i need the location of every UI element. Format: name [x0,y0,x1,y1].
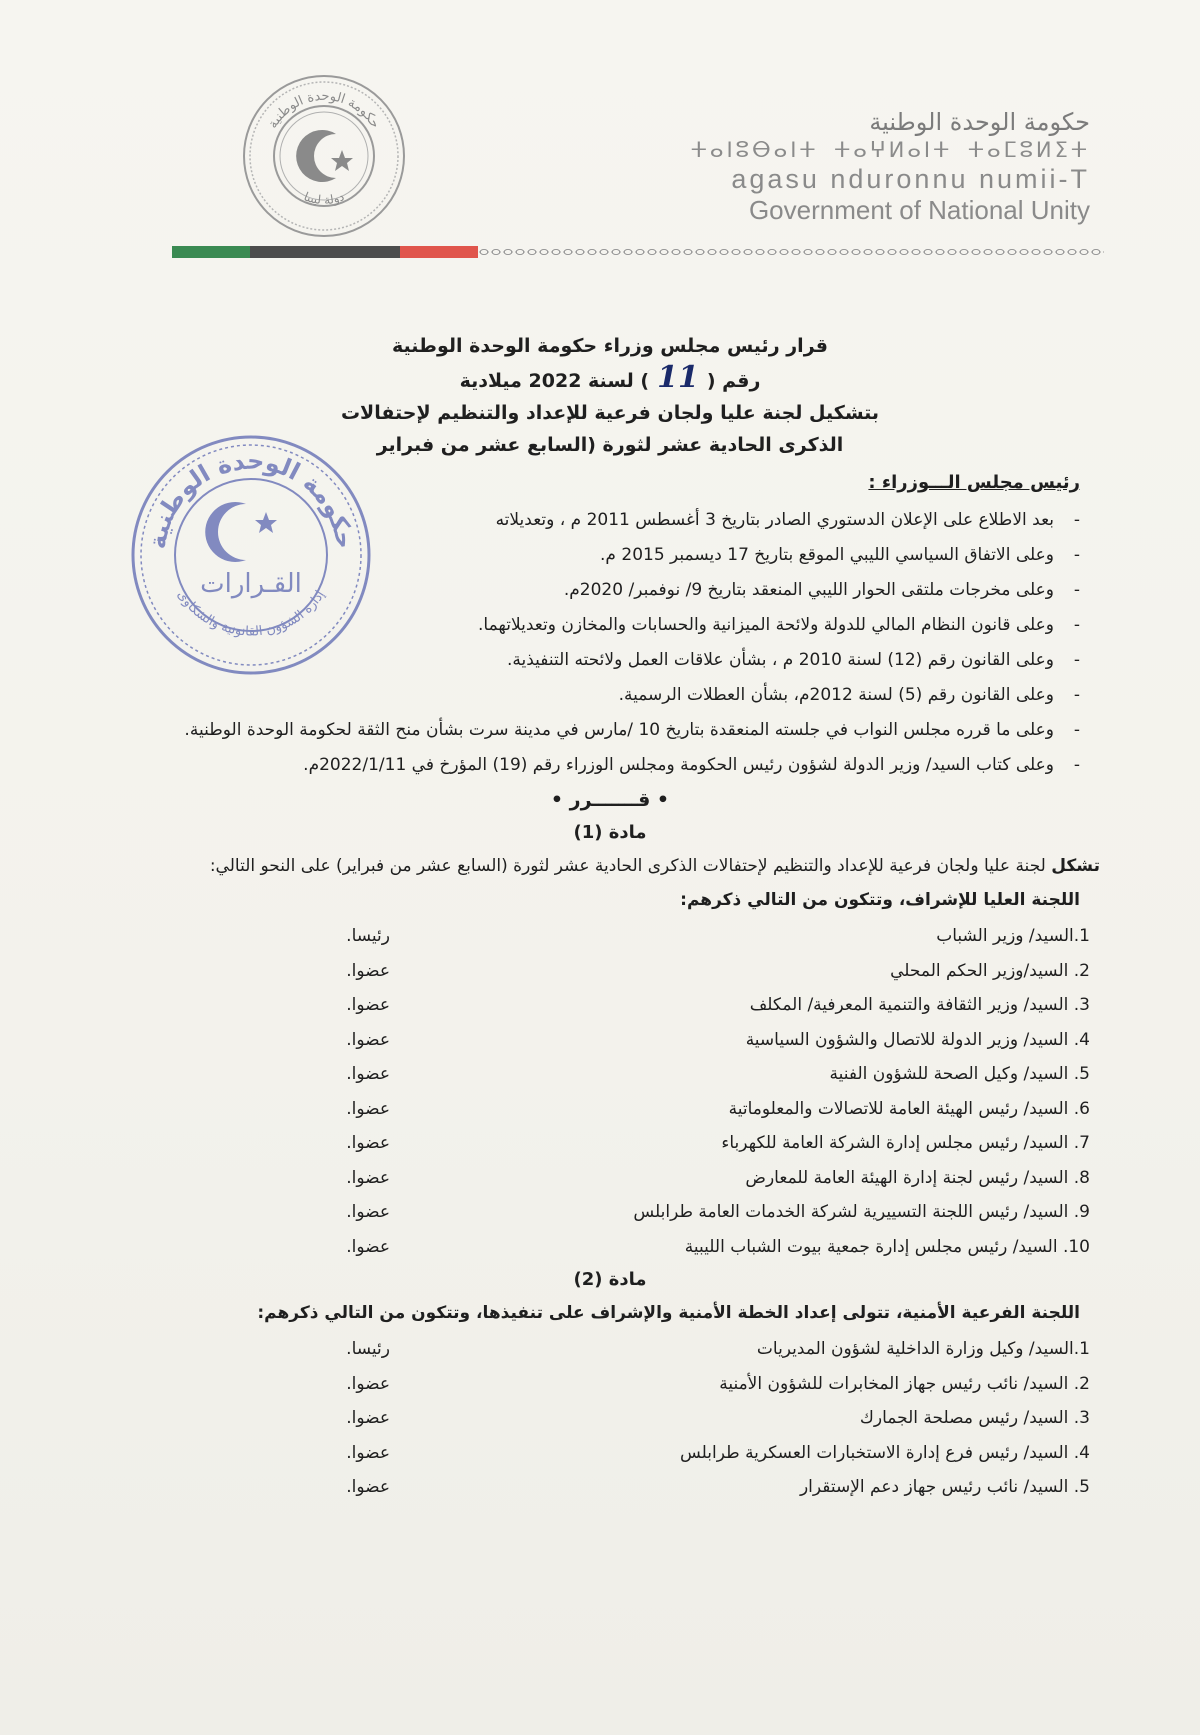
member-role: عضوا. [346,1029,390,1050]
svg-text:دولة ليبيا [302,189,346,207]
member-role: عضوا. [346,1236,390,1257]
member-name: 8. السيد/ رئيس لجنة إدارة الهيئة العامة للمعارض [745,1167,1090,1188]
government-name-arabic: حكومة الوحدة الوطنية [869,108,1090,136]
committee-member-row [110,1126,1110,1161]
committee-member-row [110,1057,1110,1092]
security-committee-heading: اللجنة الفرعية الأمنية، تتولى إعداد الخطة الأمنية والإشراف على تنفيذها، وتتكون من التالي ذكرهم: [257,1303,1080,1323]
committee-member-row [110,919,1110,954]
committee-member-row [110,1161,1110,1196]
committee-member-row [110,954,1110,989]
member-name: 7. السيد/ رئيس مجلس إدارة الشركة العامة للكهرباء [721,1133,1090,1153]
stamp-lower-text: إدارة الشؤون القانونية والشكاوى [173,587,329,640]
member-role: عضوا. [346,960,390,981]
member-name: 3. السيد/ وزير الثقافة والتنمية المعرفية/ المكلف [749,995,1090,1015]
government-name-block [620,108,1090,226]
member-role: عضوا. [346,1167,390,1188]
government-name-amazigh-latin: agasu nduronnu numii-T [731,164,1090,194]
committee-member-row [110,1367,1110,1402]
member-name: 2. السيد/وزير الحكم المحلي [890,960,1090,981]
member-role: عضوا. [346,1064,390,1084]
recital-item: - بعد الاطلاع على الإعلان الدستوري الصادر بتاريخ 3 أغسطس 2011 م ، وتعديلاته [110,503,1080,538]
recitals-list [110,503,1110,783]
member-role: رئيسا. [346,926,390,946]
committee-member-row [110,1332,1110,1367]
member-name: 5. السيد/ نائب رئيس جهاز دعم الإستقرار [799,1477,1090,1497]
decision-number-line [110,362,1110,397]
recital-item: - وعلى قانون النظام المالي للدولة ولائحة الميزانية والحسابات والمخازن وتعديلاتهما. [110,608,1080,643]
member-name: 1.السيد/ وكيل وزارة الداخلية لشؤون المديريات [756,1339,1090,1359]
article-1-title: مادة (1) [573,822,647,843]
recital-item: - وعلى كتاب السيد/ وزير الدولة لشؤون رئيس الحكومة ومجلس الوزراء رقم (19) المؤرخ في 2022/1/11م. [110,748,1080,783]
committee-member-row [110,988,1110,1023]
decision-document [110,330,1110,1505]
decision-number-handwritten: 11 [657,360,699,395]
decision-title-line: قرار رئيس مجلس وزراء حكومة الوحدة الوطنية [392,335,828,357]
member-role: عضوا. [346,1202,390,1222]
recital-item: - وعلى مخرجات ملتقى الحوار الليبي المنعقد بتاريخ 9/ نوفمبر/ 2020م. [110,573,1080,608]
member-name: 5. السيد/ وكيل الصحة للشؤون الفنية [829,1064,1090,1084]
stamp-center-text: القـرارات [200,569,302,599]
government-name-tifinagh: ⵜⴰⵏⵓⴱⴰⵏⵜ ⵜⴰⵖⵍⴰⵏⵜ ⵜⴰⵎⵓⵍⵉⵜ [690,138,1090,162]
member-name: 10. السيد/ رئيس مجلس إدارة جمعية بيوت الشباب الليبية [684,1236,1090,1257]
committee-member-row [110,1230,1110,1265]
member-name: 3. السيد/ رئيس مصلحة الجمارك [859,1408,1090,1428]
article-1-lead: تشكل [1051,856,1100,876]
stamp-ring-text: حكومة الوحدة الوطنية [143,446,359,551]
committee-member-row [110,1436,1110,1471]
addressee-heading: رئيس مجلس الـــوزراء : [868,472,1080,493]
committee-member-row [110,1092,1110,1127]
security-committee-members [110,1332,1110,1505]
article-2-title: مادة (2) [573,1269,647,1290]
member-name: 9. السيد/ رئيس اللجنة التسييرية لشركة الخدمات العامة طرابلس [633,1202,1090,1222]
divider-green-segment [172,246,250,258]
header-divider-bar [172,246,1104,258]
government-name-english: Government of National Unity [748,195,1090,225]
recital-item: - وعلى القانون رقم (5) لسنة 2012م، بشأن العطلات الرسمية. [110,678,1080,713]
decision-number-suffix: ) لسنة 2022 ميلادية [459,370,650,392]
member-role: عضوا. [346,1133,390,1153]
member-name: 4. السيد/ وزير الدولة للاتصال والشؤون السياسية [745,1029,1090,1050]
member-role: عضوا. [346,1442,390,1463]
decision-number-prefix: رقم ( [706,370,761,392]
divider-black-segment [250,246,400,258]
committee-member-row [110,1023,1110,1058]
member-name: 2. السيد/ نائب رئيس جهاز المخابرات للشؤون الأمنية [719,1373,1090,1394]
member-role: عضوا. [346,1098,390,1119]
emblem-ring-text: حكومة الوحدة الوطنية [265,88,383,132]
supreme-committee-heading: اللجنة العليا للإشراف، وتتكون من التالي ذكرهم: [680,890,1080,910]
decides-heading: • قـــــــرر • [550,789,670,811]
member-role: عضوا. [346,1408,390,1428]
article-1-body: لجنة عليا ولجان فرعية للإعداد والتنظيم لإحتفالات الذكرى الحادية عشر لثورة (السابع عشر من فبراير) على النحو التالي: [209,856,1046,876]
member-name: 4. السيد/ رئيس فرع إدارة الاستخبارات العسكرية طرابلس [680,1442,1090,1463]
recital-item: - وعلى ما قرره مجلس النواب في جلسته المنعقدة بتاريخ 10 /مارس في مدينة سرت بشأن منح الثقة لحكومة الوحدة الوطنية. [110,713,1080,748]
divider-chain-pattern [478,246,1104,258]
committee-member-row [110,1401,1110,1436]
supreme-committee-members [110,919,1110,1264]
decision-subject-line-1: بتشكيل لجنة عليا ولجان فرعية للإعداد والتنظيم لإحتفالات [340,402,880,424]
committee-member-row [110,1470,1110,1505]
decision-subject-line-2: الذكرى الحادية عشر لثورة (السابع عشر من فبراير [376,434,844,456]
member-role: عضوا. [346,995,390,1015]
member-name: 6. السيد/ رئيس الهيئة العامة للاتصالات والمعلوماتية [728,1098,1090,1119]
government-emblem-seal [240,72,408,240]
committee-member-row [110,1195,1110,1230]
recital-item: - وعلى الاتفاق السياسي الليبي الموقع بتاريخ 17 ديسمبر 2015 م. [110,538,1080,573]
recital-item: - وعلى القانون رقم (12) لسنة 2010 م ، بشأن علاقات العمل ولائحته التنفيذية. [110,643,1080,678]
divider-red-segment [400,246,478,258]
member-role: رئيسا. [346,1339,390,1359]
member-role: عضوا. [346,1373,390,1394]
emblem-lower-text: دولة ليبيا [301,189,347,208]
member-role: عضوا. [346,1477,390,1497]
article-1-text [110,849,1110,883]
member-name: 1.السيد/ وزير الشباب [936,926,1090,946]
